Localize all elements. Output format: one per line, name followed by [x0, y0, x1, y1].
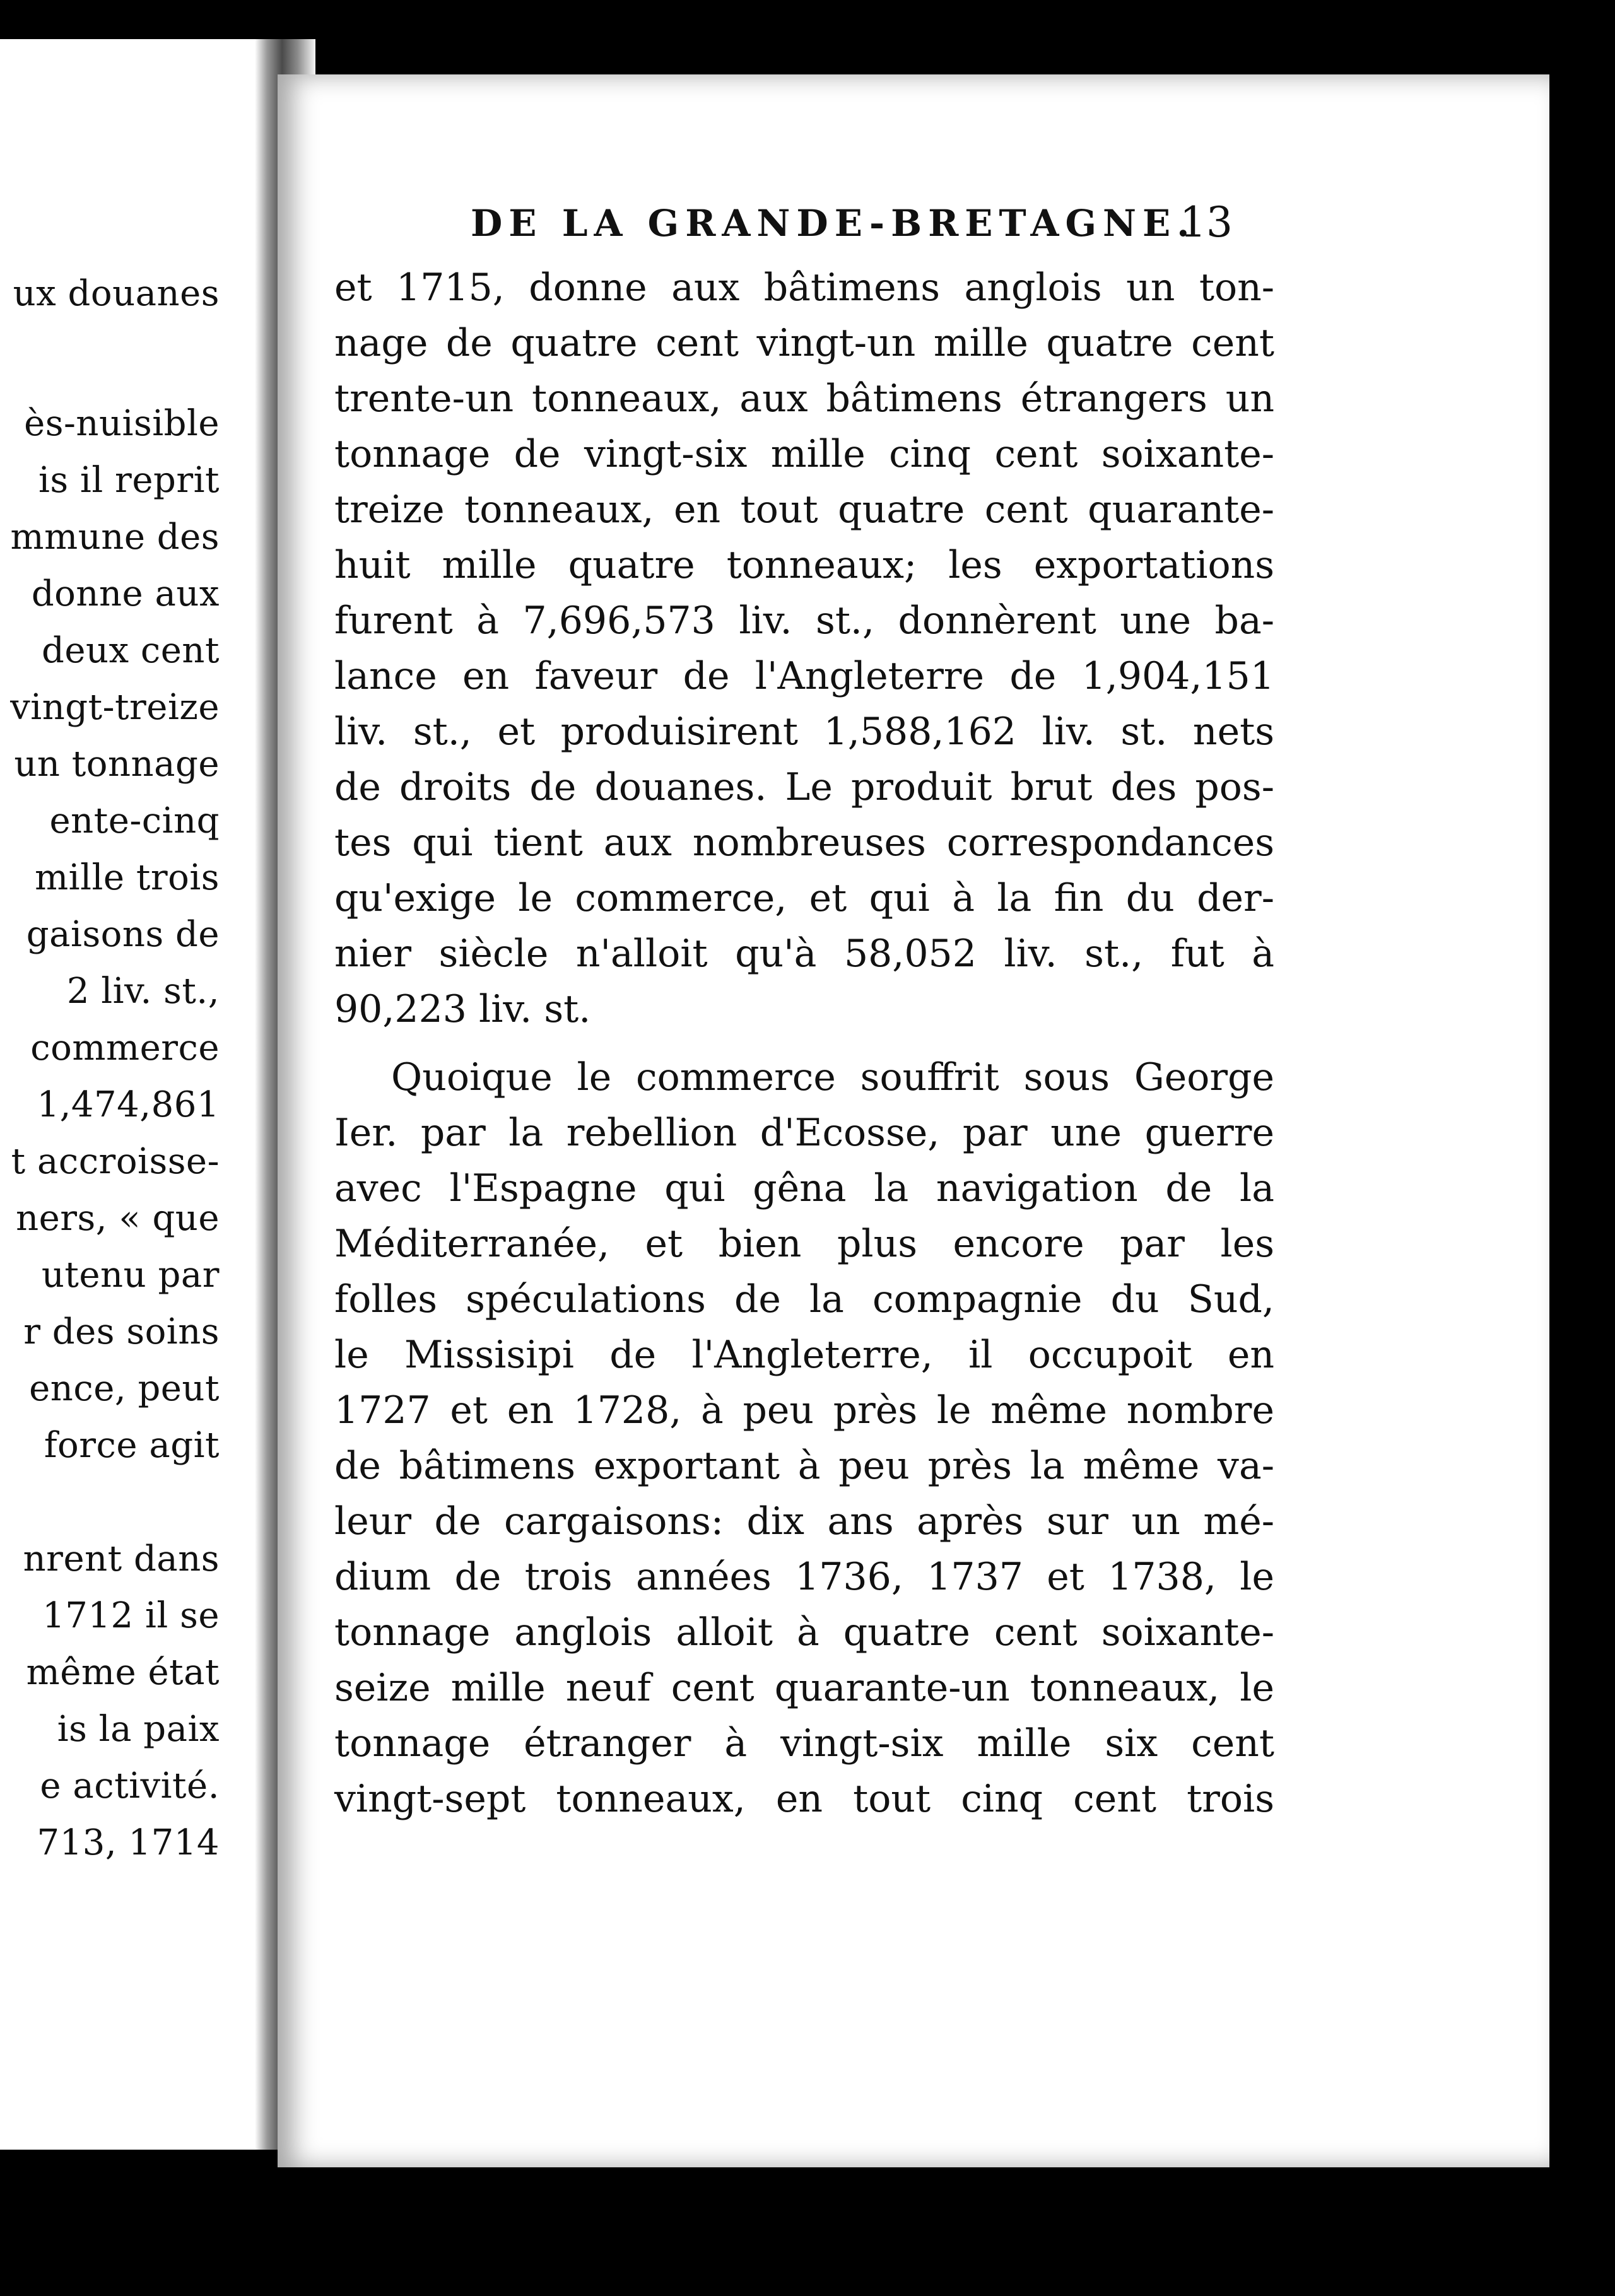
text-line: de bâtimens exportant à peu près la même va- [334, 1444, 1274, 1488]
text-line: tes qui tient aux nombreuses correspondances [334, 821, 1274, 865]
left-line: ux douanes [13, 273, 220, 314]
text-line: furent à 7,696,573 liv. st., donnèrent une ba- [334, 599, 1274, 643]
left-line: ente-cinq [49, 800, 220, 841]
text-line: 1727 et en 1728, à peu près le même nombre [334, 1388, 1274, 1432]
text-line: trente-un tonneaux, aux bâtimens étrangers un [334, 377, 1274, 421]
left-line: is la paix [57, 1709, 220, 1750]
left-line: un tonnage [14, 744, 220, 785]
text-line: Méditerranée, et bien plus encore par les [334, 1222, 1274, 1266]
left-line: même état [26, 1652, 220, 1693]
left-line: ès-nuisible [24, 403, 220, 444]
left-line: e activité. [40, 1766, 220, 1807]
running-header: DE LA GRANDE-BRETAGNE. [471, 202, 1196, 245]
text-line: dium de trois années 1736, 1737 et 1738, le [334, 1555, 1274, 1599]
text-line: Quoique le commerce souffrit sous George [391, 1055, 1274, 1099]
left-line: deux cent [41, 630, 220, 671]
left-line: utenu par [41, 1255, 220, 1296]
text-line: leur de cargaisons: dix ans après sur un mé- [334, 1499, 1274, 1543]
text-line: vingt-sept tonneaux, en tout cinq cent trois [334, 1777, 1274, 1821]
text-line: folles spéculations de la compagnie du Sud, [334, 1277, 1274, 1321]
left-line: vingt-treize [10, 687, 220, 728]
left-line: mille trois [35, 857, 220, 898]
left-page-fragment [0, 39, 255, 2150]
text-line: tonnage de vingt-six mille cinq cent soixante- [334, 432, 1274, 476]
left-line: r des soins [23, 1311, 220, 1352]
text-line: de droits de douanes. Le produit brut des pos- [334, 765, 1274, 809]
left-line: force agit [44, 1425, 220, 1466]
left-line: 713, 1714 [37, 1822, 220, 1863]
page-number: 13 [1180, 198, 1233, 247]
text-line: 90,223 liv. st. [334, 987, 591, 1031]
text-line: qu'exige le commerce, et qui à la fin du der- [334, 876, 1274, 920]
left-line: gaisons de [26, 914, 220, 955]
text-line: liv. st., et produisirent 1,588,162 liv. st. nets [334, 710, 1274, 754]
text-line: Ier. par la rebellion d'Ecosse, par une guerre [334, 1111, 1274, 1155]
right-page [278, 74, 1549, 2167]
text-line: tonnage anglois alloit à quatre cent soixante- [334, 1610, 1274, 1655]
left-line: 2 liv. st., [66, 971, 220, 1012]
left-line: 1,474,861 [37, 1084, 220, 1125]
text-line: et 1715, donne aux bâtimens anglois un ton- [334, 266, 1274, 310]
left-line: donne aux [31, 573, 220, 614]
text-line: seize mille neuf cent quarante-un tonneaux, le [334, 1666, 1274, 1710]
text-line: nage de quatre cent vingt-un mille quatre cent [334, 321, 1274, 365]
text-line: avec l'Espagne qui gêna la navigation de la [334, 1166, 1274, 1210]
text-line: lance en faveur de l'Angleterre de 1,904,151 [334, 654, 1274, 698]
text-line: tonnage étranger à vingt-six mille six cent [334, 1721, 1274, 1766]
left-line: ners, « que [16, 1198, 220, 1239]
text-line: le Missisipi de l'Angleterre, il occupoit en [334, 1333, 1274, 1377]
left-line: nrent dans [23, 1538, 220, 1579]
left-line: is il reprit [38, 460, 220, 501]
left-line: ence, peut [29, 1368, 220, 1409]
left-line: 1712 il se [42, 1595, 220, 1636]
left-line: commerce [30, 1028, 220, 1069]
text-line: treize tonneaux, en tout quatre cent quarante- [334, 488, 1274, 532]
text-line: nier siècle n'alloit qu'à 58,052 liv. st., fut à [334, 932, 1274, 976]
text-line: huit mille quatre tonneaux; les exportations [334, 543, 1274, 587]
left-line: mmune des [10, 517, 220, 558]
left-line: t accroisse- [11, 1141, 220, 1182]
